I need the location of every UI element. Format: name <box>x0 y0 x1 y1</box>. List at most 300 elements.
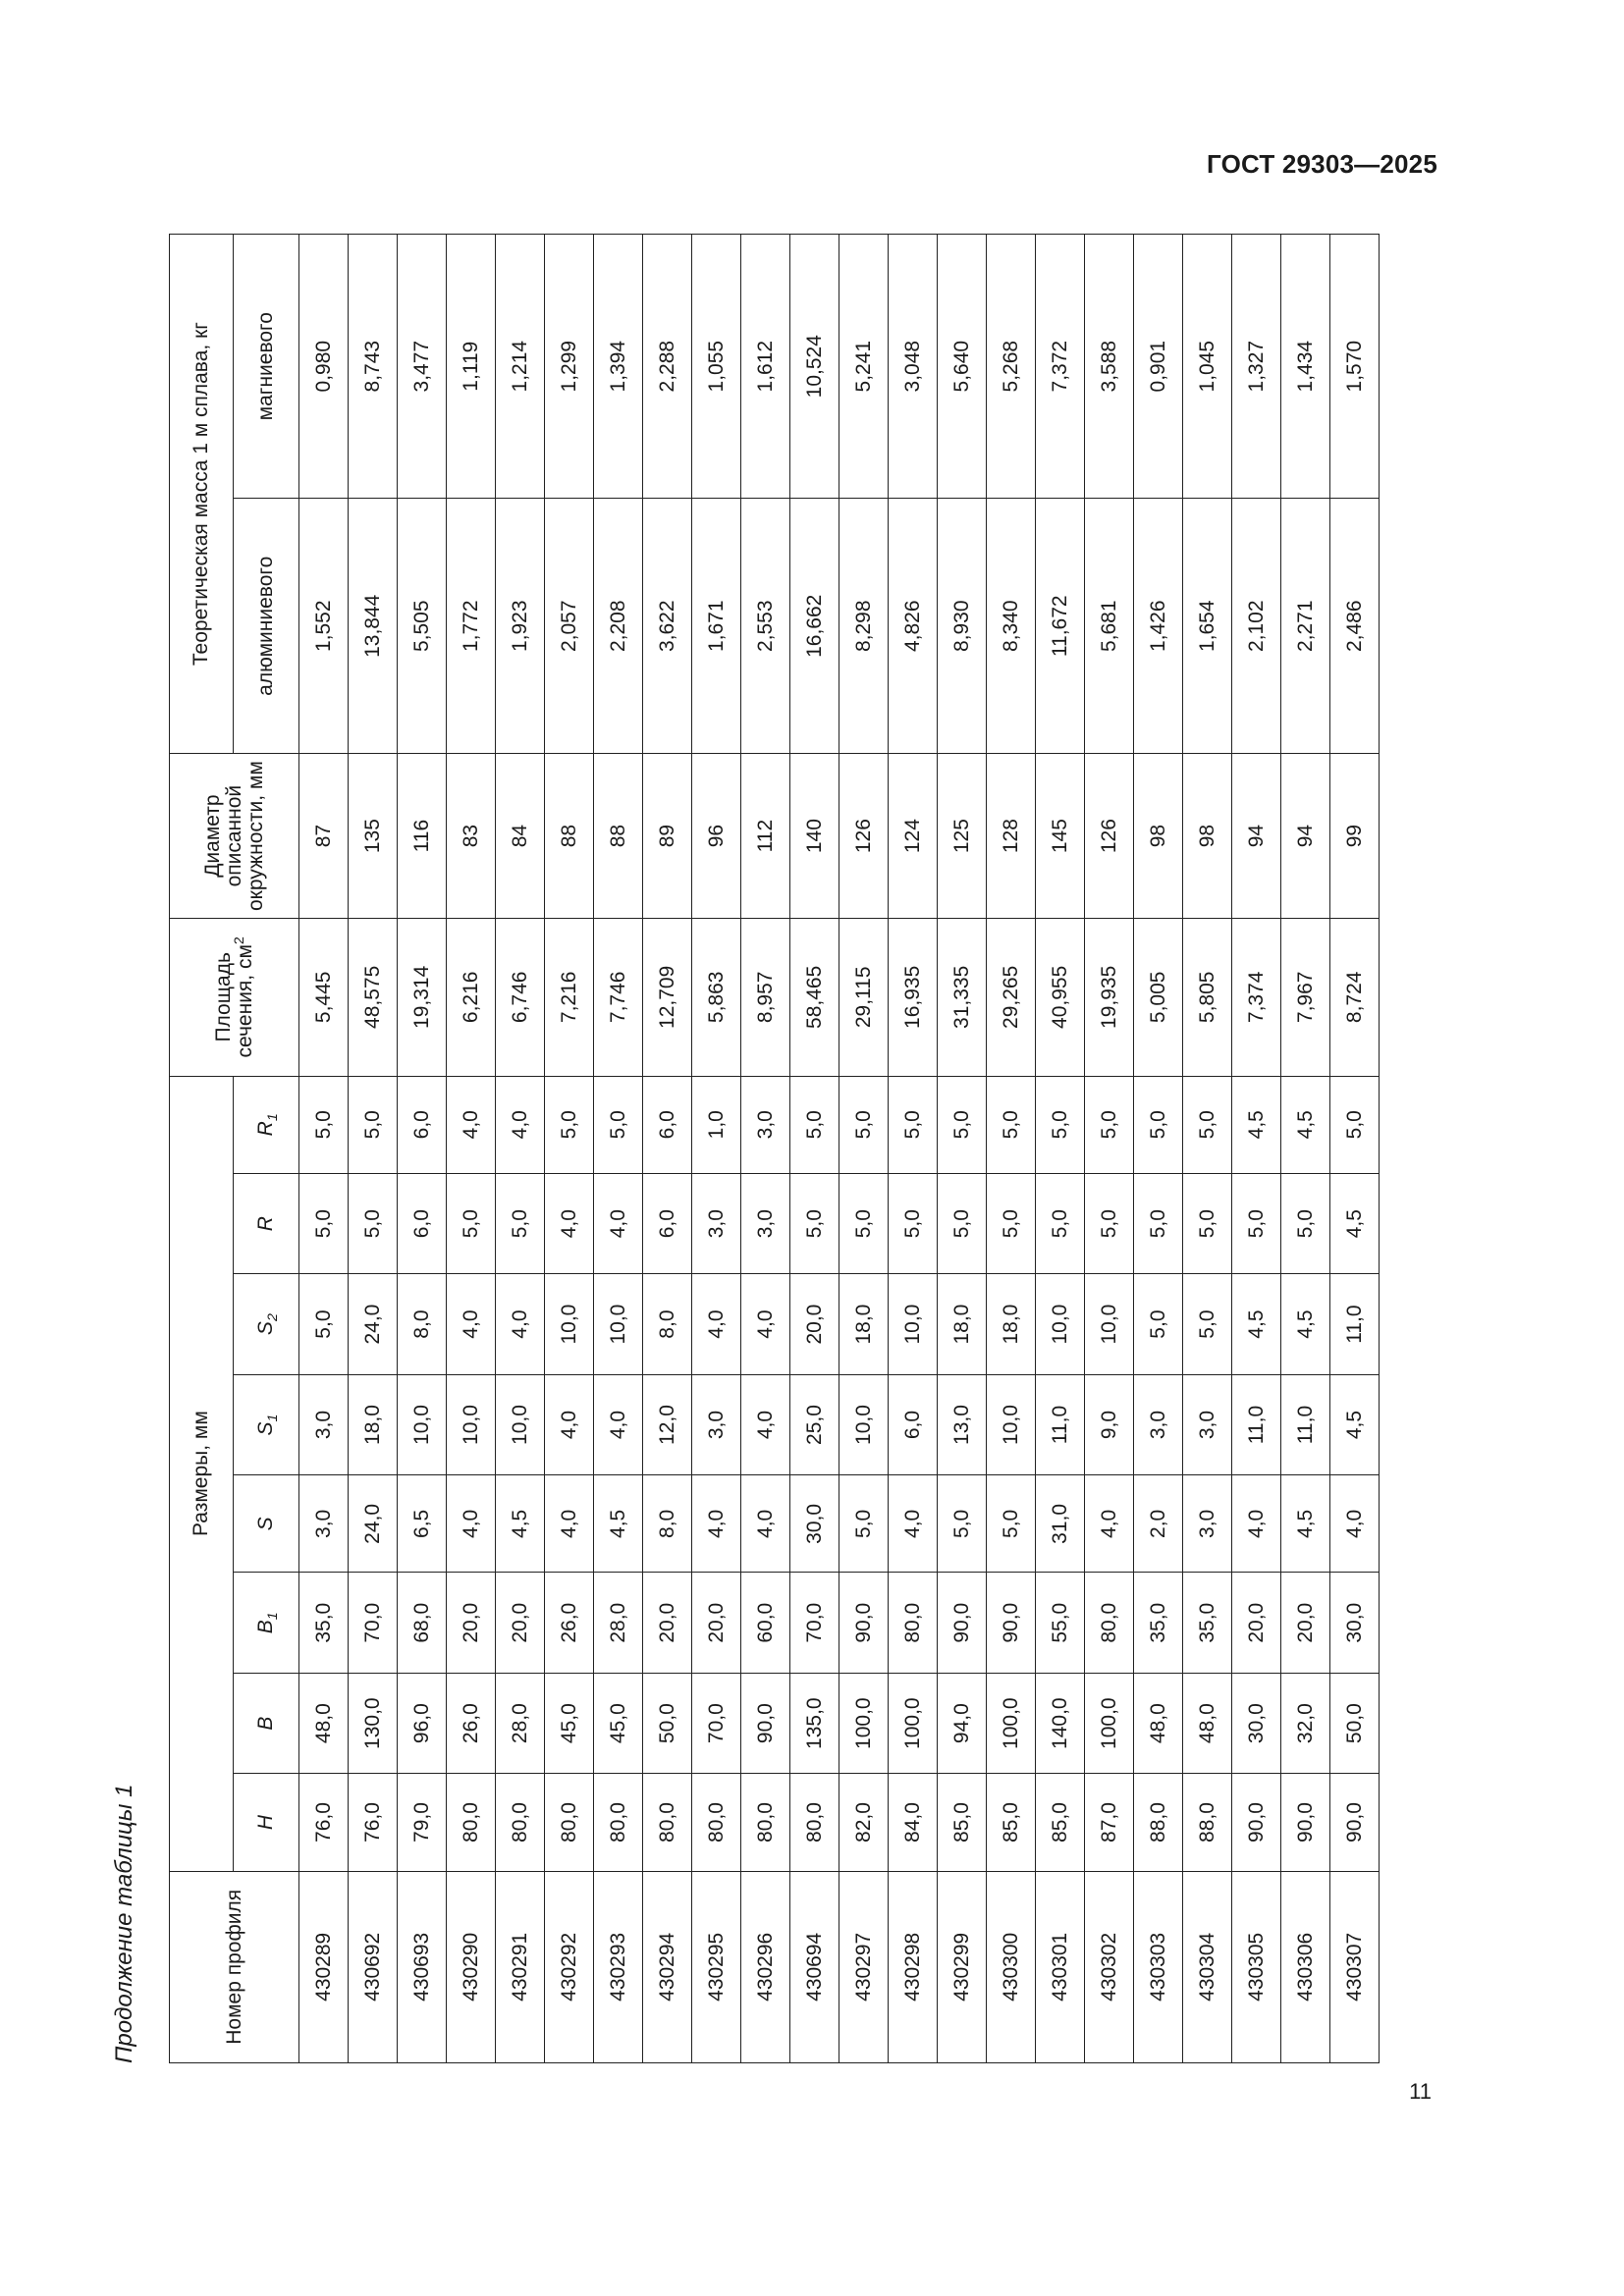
table-cell: 5,805 <box>1183 919 1232 1077</box>
table-cell: 2,553 <box>741 499 790 754</box>
table-cell: 31,335 <box>938 919 987 1077</box>
table-cell: 10,0 <box>1085 1274 1134 1374</box>
table-cell: 5,0 <box>299 1173 349 1273</box>
table-cell: 10,0 <box>889 1274 938 1374</box>
table-cell: 80,0 <box>496 1774 545 1871</box>
table-cell: 26,0 <box>545 1573 594 1673</box>
table-cell: 20,0 <box>790 1274 839 1374</box>
table-cell: 100,0 <box>1085 1673 1134 1773</box>
table-cell: 5,0 <box>1036 1173 1085 1273</box>
table-cell: 4,0 <box>1085 1475 1134 1573</box>
table-cell: 5,0 <box>790 1173 839 1273</box>
table-cell: 8,957 <box>741 919 790 1077</box>
table-cell: 5,0 <box>1232 1173 1281 1273</box>
table-row <box>496 235 545 2063</box>
table-cell: 430295 <box>692 1871 741 2062</box>
table-cell: 430305 <box>1232 1871 1281 2062</box>
table-body <box>299 235 1380 2063</box>
table-cell: 8,298 <box>839 499 889 754</box>
table-cell: 4,5 <box>1330 1173 1380 1273</box>
table-cell: 430307 <box>1330 1871 1380 2062</box>
table-cell: 24,0 <box>349 1475 398 1573</box>
table-cell: 70,0 <box>790 1573 839 1673</box>
table-cell: 30,0 <box>1232 1673 1281 1773</box>
table-cell: 90,0 <box>1232 1774 1281 1871</box>
table-cell: 2,271 <box>1281 499 1330 754</box>
table-cell: 5,0 <box>1134 1173 1183 1273</box>
table-cell: 8,930 <box>938 499 987 754</box>
table-cell: 98 <box>1183 754 1232 919</box>
table-cell: 90,0 <box>1330 1774 1380 1871</box>
page-number: 11 <box>1409 2079 1432 2104</box>
table-cell: 5,0 <box>938 1475 987 1573</box>
header-r1: $R_1$ <box>234 1076 299 1173</box>
table-cell: 88,0 <box>1183 1774 1232 1871</box>
table-cell: 60,0 <box>741 1573 790 1673</box>
table-cell: 89 <box>643 754 692 919</box>
table-row <box>594 235 643 2063</box>
table-cell: 1,0 <box>692 1076 741 1173</box>
table-cell: 90,0 <box>938 1573 987 1673</box>
table-cell: 11,0 <box>1330 1274 1380 1374</box>
table-cell: 82,0 <box>839 1774 889 1871</box>
table-cell: 5,0 <box>889 1173 938 1273</box>
table-cell: 7,374 <box>1232 919 1281 1077</box>
table-cell: 5,0 <box>299 1274 349 1374</box>
table-cell: 4,0 <box>545 1475 594 1573</box>
table-cell: 70,0 <box>349 1573 398 1673</box>
table-cell: 3,0 <box>692 1173 741 1273</box>
table-cell: 80,0 <box>545 1774 594 1871</box>
table-cell: 35,0 <box>299 1573 349 1673</box>
table-cell: 5,681 <box>1085 499 1134 754</box>
table-cell: 1,045 <box>1183 235 1232 499</box>
table-cell: 26,0 <box>447 1673 496 1773</box>
table-row <box>1281 235 1330 2063</box>
table-cell: 19,314 <box>398 919 447 1077</box>
table-cell: 10,0 <box>1036 1274 1085 1374</box>
table-cell: 12,0 <box>643 1374 692 1474</box>
table-cell: 430302 <box>1085 1871 1134 2062</box>
table-row <box>741 235 790 2063</box>
table-cell: 1,299 <box>545 235 594 499</box>
table-cell: 18,0 <box>938 1274 987 1374</box>
table-cell: 8,743 <box>349 235 398 499</box>
table-cell: 430297 <box>839 1871 889 2062</box>
table-cell: 5,0 <box>1085 1173 1134 1273</box>
table-cell: 116 <box>398 754 447 919</box>
table-cell: 13,0 <box>938 1374 987 1474</box>
table-row <box>692 235 741 2063</box>
table-cell: 3,0 <box>1183 1475 1232 1573</box>
table-cell: 4,0 <box>692 1475 741 1573</box>
table-cell: 4,5 <box>1232 1076 1281 1173</box>
table-row <box>938 235 987 2063</box>
table-cell: 3,588 <box>1085 235 1134 499</box>
table-cell: 85,0 <box>938 1774 987 1871</box>
table-cell: 7,746 <box>594 919 643 1077</box>
header-aluminum: алюминиевого <box>234 499 299 754</box>
table-cell: 90,0 <box>741 1673 790 1773</box>
table-cell: 7,216 <box>545 919 594 1077</box>
table-cell: 8,0 <box>643 1274 692 1374</box>
table-cell: 2,288 <box>643 235 692 499</box>
table-cell: 430294 <box>643 1871 692 2062</box>
table-cell: 1,327 <box>1232 235 1281 499</box>
table-cell: 130,0 <box>349 1673 398 1773</box>
table-caption: Продолжение таблицы 1 <box>111 1784 137 2063</box>
table-cell: 30,0 <box>1330 1573 1380 1673</box>
table-cell: 3,0 <box>1134 1374 1183 1474</box>
table-cell: 96 <box>692 754 741 919</box>
table-cell: 20,0 <box>496 1573 545 1673</box>
table-cell: 4,0 <box>594 1173 643 1273</box>
table-cell: 87 <box>299 754 349 919</box>
table-cell: 126 <box>839 754 889 919</box>
table-cell: 35,0 <box>1183 1573 1232 1673</box>
header-s: S <box>234 1475 299 1573</box>
table-cell: 5,0 <box>889 1076 938 1173</box>
table-cell: 4,0 <box>545 1173 594 1273</box>
table-cell: 3,477 <box>398 235 447 499</box>
table-cell: 48,575 <box>349 919 398 1077</box>
table-cell: 430291 <box>496 1871 545 2062</box>
table-cell: 430298 <box>889 1871 938 2062</box>
table-cell: 4,0 <box>594 1374 643 1474</box>
header-magnesium: магниевого <box>234 235 299 499</box>
table-cell: 5,0 <box>1036 1076 1085 1173</box>
table-row <box>1134 235 1183 2063</box>
table-cell: 430292 <box>545 1871 594 2062</box>
table-cell: 30,0 <box>790 1475 839 1573</box>
table-cell: 4,0 <box>447 1475 496 1573</box>
table-cell: 90,0 <box>839 1573 889 1673</box>
table-cell: 100,0 <box>839 1673 889 1773</box>
table-cell: 80,0 <box>692 1774 741 1871</box>
table-cell: 28,0 <box>594 1573 643 1673</box>
table-cell: 19,935 <box>1085 919 1134 1077</box>
table-cell: 430293 <box>594 1871 643 2062</box>
table-cell: 40,955 <box>1036 919 1085 1077</box>
table-cell: 5,640 <box>938 235 987 499</box>
table-cell: 5,863 <box>692 919 741 1077</box>
table-cell: 8,724 <box>1330 919 1380 1077</box>
table-cell: 6,0 <box>398 1076 447 1173</box>
table-cell: 6,746 <box>496 919 545 1077</box>
table-cell: 10,0 <box>839 1374 889 1474</box>
table-cell: 5,0 <box>545 1076 594 1173</box>
table-cell: 7,967 <box>1281 919 1330 1077</box>
table-cell: 10,0 <box>447 1374 496 1474</box>
table-cell: 430693 <box>398 1871 447 2062</box>
table-cell: 430306 <box>1281 1871 1330 2062</box>
table-cell: 3,0 <box>741 1076 790 1173</box>
table-cell: 48,0 <box>1134 1673 1183 1773</box>
table-cell: 4,5 <box>594 1475 643 1573</box>
table-cell: 96,0 <box>398 1673 447 1773</box>
table-cell: 10,0 <box>594 1274 643 1374</box>
table-cell: 55,0 <box>1036 1573 1085 1673</box>
table-cell: 20,0 <box>1232 1573 1281 1673</box>
table-cell: 85,0 <box>1036 1774 1085 1871</box>
header-s2: $S_2$ <box>234 1274 299 1374</box>
table-cell: 6,0 <box>889 1374 938 1474</box>
table-cell: 80,0 <box>741 1774 790 1871</box>
table-cell: 3,0 <box>299 1475 349 1573</box>
table-cell: 20,0 <box>447 1573 496 1673</box>
table-cell: 80,0 <box>447 1774 496 1871</box>
table-cell: 1,214 <box>496 235 545 499</box>
table-cell: 8,0 <box>643 1475 692 1573</box>
table-cell: 10,0 <box>398 1374 447 1474</box>
profiles-table <box>169 234 1380 2063</box>
table-cell: 430300 <box>987 1871 1036 2062</box>
table-cell: 80,0 <box>889 1573 938 1673</box>
table-row <box>1232 235 1281 2063</box>
table-cell: 4,5 <box>496 1475 545 1573</box>
table-cell: 76,0 <box>299 1774 349 1871</box>
table-cell: 5,0 <box>349 1173 398 1273</box>
table-cell: 5,0 <box>1085 1076 1134 1173</box>
table-cell: 5,0 <box>1134 1274 1183 1374</box>
table-cell: 126 <box>1085 754 1134 919</box>
table-cell: 430290 <box>447 1871 496 2062</box>
table-cell: 80,0 <box>1085 1573 1134 1673</box>
table-cell: 24,0 <box>349 1274 398 1374</box>
table-row <box>447 235 496 2063</box>
table-cell: 18,0 <box>839 1274 889 1374</box>
table-row <box>299 235 349 2063</box>
table-cell: 10,0 <box>496 1374 545 1474</box>
table-cell: 80,0 <box>594 1774 643 1871</box>
header-b1: $B_1$ <box>234 1573 299 1673</box>
table-cell: 4,5 <box>1281 1076 1330 1173</box>
table-cell: 1,570 <box>1330 235 1380 499</box>
table-cell: 1,119 <box>447 235 496 499</box>
table-cell: 100,0 <box>889 1673 938 1773</box>
table-cell: 4,826 <box>889 499 938 754</box>
table-cell: 58,465 <box>790 919 839 1077</box>
table-cell: 2,102 <box>1232 499 1281 754</box>
table-cell: 6,0 <box>398 1173 447 1273</box>
table-cell: 2,057 <box>545 499 594 754</box>
table-cell: 5,0 <box>987 1076 1036 1173</box>
table-cell: 5,0 <box>299 1076 349 1173</box>
table-row <box>839 235 889 2063</box>
table-cell: 45,0 <box>545 1673 594 1773</box>
table-cell: 430289 <box>299 1871 349 2062</box>
table-cell: 140 <box>790 754 839 919</box>
header-diameter: Диаметр описанной окружности, мм <box>170 754 299 919</box>
table-cell: 4,0 <box>741 1274 790 1374</box>
header-profile-number: Номер профиля <box>170 1871 299 2062</box>
table-row <box>1036 235 1085 2063</box>
table-cell: 5,0 <box>987 1173 1036 1273</box>
table-cell: 4,0 <box>545 1374 594 1474</box>
table-cell: 2,0 <box>1134 1475 1183 1573</box>
table-cell: 98 <box>1134 754 1183 919</box>
table-cell: 16,935 <box>889 919 938 1077</box>
table-cell: 430296 <box>741 1871 790 2062</box>
table-cell: 140,0 <box>1036 1673 1085 1773</box>
table-cell: 48,0 <box>1183 1673 1232 1773</box>
table-row <box>987 235 1036 2063</box>
header-area: Площадь сечения, $см^2$ <box>170 919 299 1077</box>
table-cell: 112 <box>741 754 790 919</box>
table-cell: 50,0 <box>643 1673 692 1773</box>
table-cell: 10,0 <box>987 1374 1036 1474</box>
table-cell: 135,0 <box>790 1673 839 1773</box>
table-cell: 145 <box>1036 754 1085 919</box>
table-row <box>790 235 839 2063</box>
table-cell: 1,671 <box>692 499 741 754</box>
table-cell: 10,0 <box>545 1274 594 1374</box>
table-cell: 5,0 <box>1183 1173 1232 1273</box>
table-cell: 11,0 <box>1036 1374 1085 1474</box>
table-cell: 3,0 <box>692 1374 741 1474</box>
table-cell: 5,445 <box>299 919 349 1077</box>
table-cell: 1,394 <box>594 235 643 499</box>
table-cell: 5,0 <box>594 1076 643 1173</box>
table-cell: 80,0 <box>643 1774 692 1871</box>
table-cell: 32,0 <box>1281 1673 1330 1773</box>
table-cell: 5,005 <box>1134 919 1183 1077</box>
header-mass: Теоретическая масса 1 м сплава, кг <box>170 235 234 754</box>
table-cell: 3,0 <box>741 1173 790 1273</box>
table-cell: 5,0 <box>839 1173 889 1273</box>
table-cell: 5,0 <box>496 1173 545 1273</box>
table-cell: 48,0 <box>299 1673 349 1773</box>
table-cell: 4,0 <box>889 1475 938 1573</box>
table-cell: 4,5 <box>1330 1374 1380 1474</box>
table-cell: 5,0 <box>938 1173 987 1273</box>
table-cell: 20,0 <box>692 1573 741 1673</box>
header-h: H <box>234 1774 299 1871</box>
table-cell: 18,0 <box>349 1374 398 1474</box>
table-cell: 4,0 <box>741 1374 790 1474</box>
table-cell: 1,923 <box>496 499 545 754</box>
table-cell: 5,0 <box>447 1173 496 1273</box>
table-cell: 124 <box>889 754 938 919</box>
table-cell: 3,0 <box>299 1374 349 1474</box>
table-cell: 1,055 <box>692 235 741 499</box>
table-cell: 13,844 <box>349 499 398 754</box>
table-cell: 8,0 <box>398 1274 447 1374</box>
table-cell: 430301 <box>1036 1871 1085 2062</box>
table-cell: 1,772 <box>447 499 496 754</box>
table-cell: 68,0 <box>398 1573 447 1673</box>
table-cell: 0,901 <box>1134 235 1183 499</box>
table-cell: 45,0 <box>594 1673 643 1773</box>
table-cell: 1,612 <box>741 235 790 499</box>
table-cell: 4,0 <box>1232 1475 1281 1573</box>
table-cell: 1,426 <box>1134 499 1183 754</box>
table-cell: 16,662 <box>790 499 839 754</box>
table-cell: 4,0 <box>692 1274 741 1374</box>
table-cell: 70,0 <box>692 1673 741 1773</box>
table-cell: 4,5 <box>1281 1475 1330 1573</box>
header-r: R <box>234 1173 299 1273</box>
table-cell: 20,0 <box>1281 1573 1330 1673</box>
header-b: B <box>234 1673 299 1773</box>
table-cell: 4,0 <box>447 1076 496 1173</box>
table-cell: 4,0 <box>496 1274 545 1374</box>
table-cell: 4,0 <box>496 1076 545 1173</box>
table-cell: 18,0 <box>987 1274 1036 1374</box>
table-cell: 84,0 <box>889 1774 938 1871</box>
table-cell: 100,0 <box>987 1673 1036 1773</box>
table-cell: 5,505 <box>398 499 447 754</box>
header-dimensions: Размеры, мм <box>170 1076 234 1871</box>
table-cell: 88 <box>594 754 643 919</box>
table-cell: 5,241 <box>839 235 889 499</box>
table-cell: 87,0 <box>1085 1774 1134 1871</box>
table-cell: 10,524 <box>790 235 839 499</box>
table-cell: 430692 <box>349 1871 398 2062</box>
rotated-table-block <box>111 234 1366 2063</box>
document-code: ГОСТ 29303—2025 <box>1207 149 1437 179</box>
table-row <box>1330 235 1380 2063</box>
table-cell: 11,672 <box>1036 499 1085 754</box>
table-row <box>1183 235 1232 2063</box>
header-s1: $S_1$ <box>234 1374 299 1474</box>
table-cell: 1,654 <box>1183 499 1232 754</box>
table-cell: 5,0 <box>1183 1274 1232 1374</box>
table-row <box>349 235 398 2063</box>
table-cell: 5,0 <box>349 1076 398 1173</box>
table-cell: 0,980 <box>299 235 349 499</box>
table-cell: 88 <box>545 754 594 919</box>
table-cell: 94 <box>1281 754 1330 919</box>
table-cell: 5,0 <box>1183 1076 1232 1173</box>
table-row <box>545 235 594 2063</box>
table-cell: 5,0 <box>1134 1076 1183 1173</box>
table-cell: 125 <box>938 754 987 919</box>
table-cell: 12,709 <box>643 919 692 1077</box>
table-row <box>398 235 447 2063</box>
table-cell: 4,5 <box>1281 1274 1330 1374</box>
table-cell: 3,622 <box>643 499 692 754</box>
table-cell: 5,0 <box>839 1475 889 1573</box>
table-row <box>1085 235 1134 2063</box>
table-cell: 50,0 <box>1330 1673 1380 1773</box>
table-cell: 3,048 <box>889 235 938 499</box>
table-cell: 2,486 <box>1330 499 1380 754</box>
table-cell: 6,216 <box>447 919 496 1077</box>
table-cell: 99 <box>1330 754 1380 919</box>
table-cell: 85,0 <box>987 1774 1036 1871</box>
table-cell: 6,0 <box>643 1173 692 1273</box>
table-cell: 35,0 <box>1134 1573 1183 1673</box>
table-cell: 5,0 <box>987 1475 1036 1573</box>
table-cell: 430303 <box>1134 1871 1183 2062</box>
table-cell: 25,0 <box>790 1374 839 1474</box>
table-cell: 29,115 <box>839 919 889 1077</box>
table-cell: 5,0 <box>1330 1076 1380 1173</box>
table-cell: 5,0 <box>938 1076 987 1173</box>
table-cell: 4,0 <box>447 1274 496 1374</box>
table-cell: 20,0 <box>643 1573 692 1673</box>
table-cell: 11,0 <box>1281 1374 1330 1474</box>
table-row <box>889 235 938 2063</box>
table-cell: 4,0 <box>1330 1475 1380 1573</box>
table-cell: 7,372 <box>1036 235 1085 499</box>
table-cell: 4,0 <box>741 1475 790 1573</box>
table-cell: 430694 <box>790 1871 839 2062</box>
table-cell: 88,0 <box>1134 1774 1183 1871</box>
table-cell: 90,0 <box>987 1573 1036 1673</box>
table-cell: 28,0 <box>496 1673 545 1773</box>
